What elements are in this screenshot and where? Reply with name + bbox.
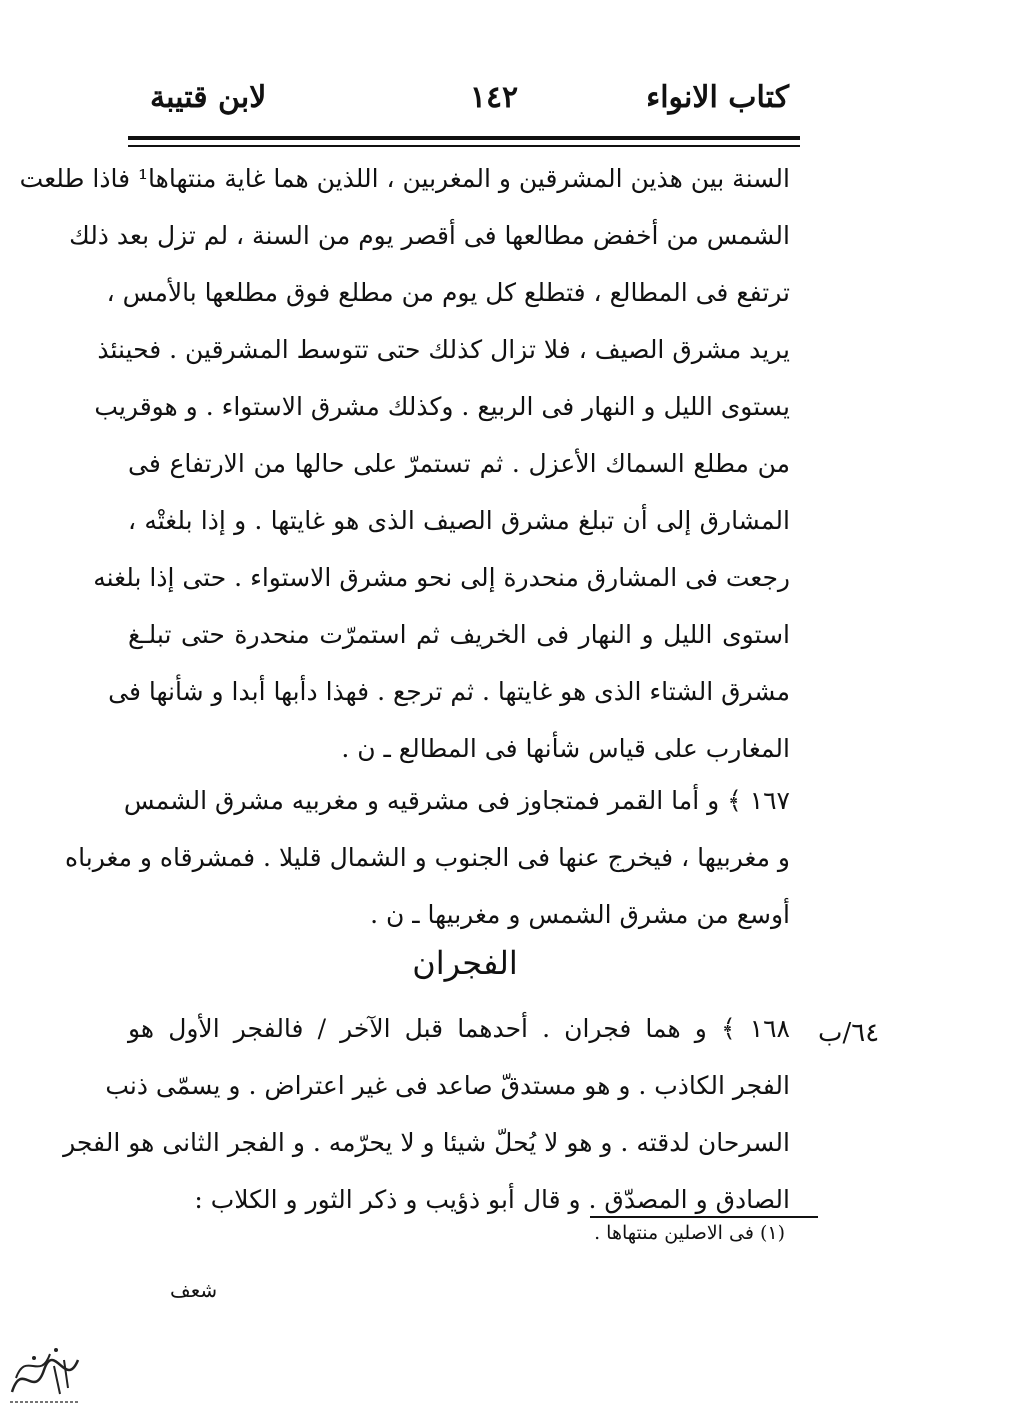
text-line: المشارق إلى أن تبلغ مشرق الصيف الذى هو غايتها . و إذا بلغتْه ،: [128, 506, 790, 535]
text-line: مشرق الشتاء الذى هو غايتها . ثم ترجع . فهذا دأبها أبدا و شأنها فى: [108, 677, 790, 706]
text-line: و مغربيها ، فيخرج عنها فى الجنوب و الشمال قليلا . فمشرقاه و مغرباه: [65, 843, 790, 872]
text-line: يستوى الليل و النهار فى الربيع . وكذلك مشرق الاستواء . و هوقريب: [94, 392, 790, 421]
text-line: السرحان لدقته . و هو لا يُحلّ شيئا و لا يحرّمه . و الفجر الثانى هو الفجر: [63, 1128, 790, 1157]
text-line: السنة بين هذين المشرقين و المغربين ، اللذين هما غاية منتهاها¹ فاذا طلعت: [19, 164, 790, 193]
header-book-title: كتاب الانواء: [646, 80, 789, 115]
header-rule-thin: [128, 145, 800, 147]
text-line: ترتفع فى المطالع ، فتطلع كل يوم من مطلع فوق مطلعها بالأمس ،: [106, 278, 790, 307]
text-line: الفجر الكاذب . و هو مستدقّ صاعد فى غير اعتراض . و يسمّى ذنب: [105, 1071, 790, 1100]
section-heading: الفجران: [412, 944, 518, 982]
header-rule-thick: [128, 136, 800, 140]
header-page-number: ١٤٢: [469, 80, 519, 115]
paragraph-3: [63, 1000, 790, 1228]
header-author: لابن قتيبة: [150, 80, 267, 115]
text-line: استوى الليل و النهار فى الخريف ثم استمرّت منحدرة حتى تبلـغ: [128, 620, 790, 649]
text-line: يريد مشرق الصيف ، فلا تزال كذلك حتى تتوسط المشرقين . فحينئذ: [97, 335, 790, 364]
text-line: أوسع من مشرق الشمس و مغربيها ـ ن .: [370, 900, 790, 929]
text-line: ١٦٨ ﴾ و هما فجران . أحدهما قبل الآخر ‌/ فالفجر الأول هو: [128, 1014, 790, 1043]
footnote-rule: [590, 1216, 818, 1218]
text-line: ١٦٧ ﴾ و أما القمر فمتجاوز فى مشرقيه و مغربيه مشرق الشمس: [123, 786, 790, 815]
text-line: الشمس من أخفض مطالعها فى أقصر يوم من السنة ، لم تزل بعد ذلك: [69, 221, 790, 250]
paragraph-1: [19, 150, 790, 777]
text-line: من مطلع السماك الأعزل . ثم تستمرّ على حالها من الارتفاع فى: [128, 449, 790, 478]
text-line: رجعت فى المشارق منحدرة إلى نحو مشرق الاستواء . حتى إذا بلغنه: [93, 563, 790, 592]
paragraph-2: [65, 772, 790, 943]
text-line: الصادق و المصدّق . و قال أبو ذؤيب و ذكر الثور و الكلاب :: [194, 1185, 790, 1214]
text-line: المغارب على قياس شأنها فى المطالع ـ ن .: [341, 734, 790, 763]
catchword: شعف: [170, 1278, 218, 1302]
library-stamp-logo: [4, 1330, 86, 1410]
margin-folio-note: ٦٤/ب: [818, 1018, 880, 1048]
footnote: (١) فى الاصلين منتهاها .: [594, 1222, 785, 1244]
